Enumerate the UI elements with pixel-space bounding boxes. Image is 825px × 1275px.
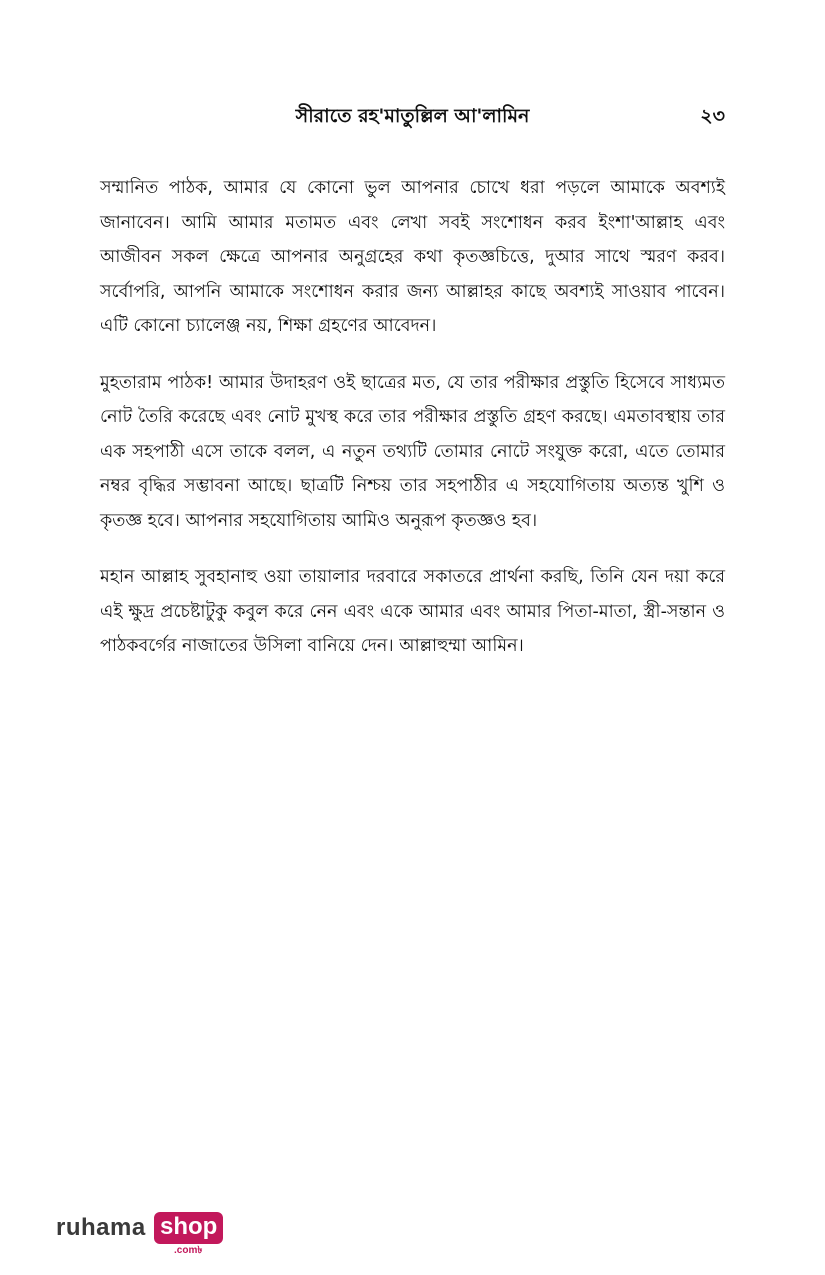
- logo-shop-badge: shop: [154, 1212, 223, 1244]
- page-number: ২৩: [700, 105, 725, 127]
- running-title: সীরাতে রহ'মাতুল্লিল আ'লামিন: [295, 105, 530, 127]
- paragraph-request-corrections: সম্মানিত পাঠক, আমার যে কোনো ভুল আপনার চোখে ধরা পড়লে আমাকে অবশ্যই জানাবেন। আমি আমার মতামত এবং লেখা সবই সংশোধন করব ইংশা'আল্লাহ এবং আজীবন সকল ক্ষেত্রে আপনার অনুগ্রহের কথা কৃতজ্ঞচিত্তে, দুআর সাথে স্মরণ করব। সর্বোপরি, আপনি আমাকে সংশোধন করার জন্য আল্লাহর কাছে অবশ্যই সাওয়াব পাবেন। এটি কোনো চ্যালেঞ্জ নয়, শিক্ষা গ্রহণের আবেদন।: [100, 178, 725, 336]
- page-header: [100, 100, 725, 134]
- body-text: [100, 171, 725, 686]
- logo-domain-suffix: .com৳: [174, 1245, 203, 1256]
- logo-brand-text: ruhama: [56, 1214, 146, 1241]
- paragraph-student-example: মুহতারাম পাঠক! আমার উদাহরণ ওই ছাত্রের মত, যে তার পরীক্ষার প্রস্তুতি হিসেবে সাধ্যমত নোট তৈরি করেছে এবং নোট মুখস্থ করে তার পরীক্ষার প্রস্তুতি গ্রহণ করছে। এমতাবস্থায় তার এক সহপাঠী এসে তাকে বলল, এ নতুন তথ্যটি তোমার নোটে সংযুক্ত করো, এতে তোমার নম্বর বৃদ্ধির সম্ভাবনা আছে। ছাত্রটি নিশ্চয় তার সহপাঠীর এ সহযোগিতায় অত্যন্ত খুশি ও কৃতজ্ঞ হবে। আপনার সহযোগিতায় আমিও অনুরূপ কৃতজ্ঞও হব।: [100, 372, 725, 531]
- paragraph-prayer: মহান আল্লাহ সুবহানাহু ওয়া তায়ালার দরবারে সকাতরে প্রার্থনা করছি, তিনি যেন দয়া করে এই ক্ষুদ্র প্রচেষ্টাটুকু কবুল করে নেন এবং একে আমার এবং আমার পিতা-মাতা, স্ত্রী-সন্তান ও পাঠকবর্গের নাজাতের উসিলা বানিয়ে দেন। আল্লাহুম্মা আমিন।: [100, 567, 725, 656]
- ruhamashop-logo: [56, 1212, 226, 1258]
